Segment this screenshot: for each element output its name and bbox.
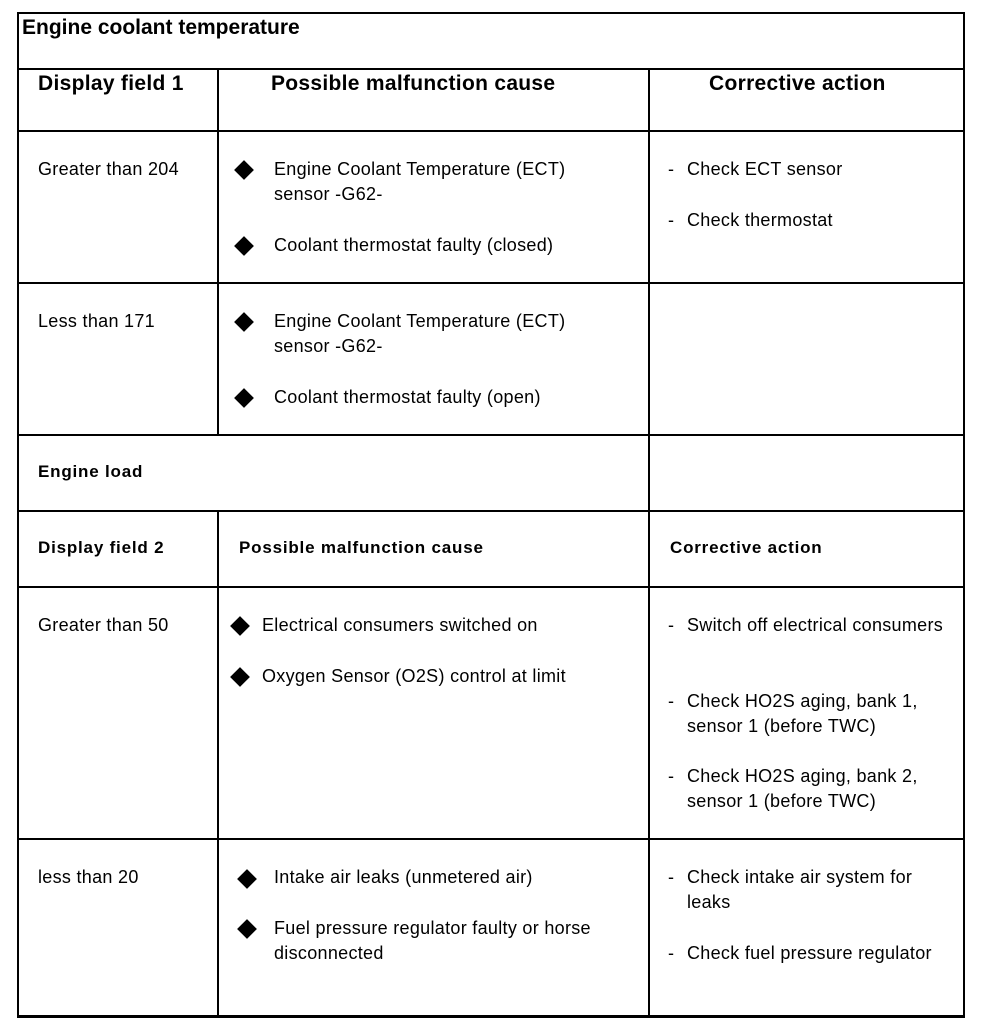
corrective-action: Switch off electrical consumers (687, 615, 944, 635)
malfunction-cause: Oxygen Sensor (O2S) control at limit (262, 666, 566, 686)
corrective-action: Check HO2S aging, bank 2, sensor 1 (before TWC) (687, 766, 918, 811)
column-header-display-field: Display field 2 (38, 538, 165, 557)
dash-icon: - (668, 210, 675, 230)
malfunction-cause: Electrical consumers switched on (262, 615, 538, 635)
bullet-diamond-icon (230, 667, 250, 687)
table-border-bottom (17, 1015, 965, 1018)
malfunction-cause: Coolant thermostat faulty (closed) (274, 235, 554, 255)
malfunction-cause: Intake air leaks (unmetered air) (274, 867, 533, 887)
column-header-malfunction-cause: Possible malfunction cause (239, 538, 484, 557)
dash-icon: - (668, 766, 675, 786)
display-value: Less than 171 (38, 311, 155, 331)
row-divider (17, 586, 965, 588)
corrective-action: Check fuel pressure regulator (687, 943, 932, 963)
malfunction-cause: Coolant thermostat faulty (open) (274, 387, 541, 407)
display-value: less than 20 (38, 867, 139, 887)
row-divider (17, 434, 965, 436)
bullet-diamond-icon (234, 388, 254, 408)
column-header-corrective-action: Corrective action (709, 72, 886, 95)
column-divider (217, 510, 219, 1018)
table-border-top (17, 12, 965, 14)
section-title: Engine load (38, 462, 144, 481)
column-header-malfunction-cause: Possible malfunction cause (271, 72, 556, 95)
column-header-corrective-action: Corrective action (670, 538, 823, 557)
row-divider (17, 282, 965, 284)
malfunction-cause: Engine Coolant Temperature (ECT) sensor -G62- (274, 311, 566, 356)
column-header-display-field: Display field 1 (38, 72, 184, 95)
table-border-left (17, 12, 19, 1018)
corrective-action: Check HO2S aging, bank 1, sensor 1 (before TWC) (687, 691, 918, 736)
bullet-diamond-icon (234, 160, 254, 180)
column-divider (648, 68, 650, 434)
table-border-right (963, 12, 965, 1018)
row-divider (17, 130, 965, 132)
row-divider (17, 510, 965, 512)
bullet-diamond-icon (230, 616, 250, 636)
column-divider (217, 68, 219, 434)
dash-icon: - (668, 867, 675, 887)
row-divider (17, 68, 965, 70)
bullet-diamond-icon (234, 312, 254, 332)
row-divider (17, 838, 965, 840)
bullet-diamond-icon (234, 236, 254, 256)
section-title: Engine coolant temperature (22, 16, 300, 39)
malfunction-cause: Fuel pressure regulator faulty or horse disconnected (274, 918, 591, 963)
display-value: Greater than 204 (38, 159, 179, 179)
dash-icon: - (668, 691, 675, 711)
dash-icon: - (668, 615, 675, 635)
bullet-diamond-icon (237, 869, 257, 889)
column-divider (648, 434, 650, 510)
dash-icon: - (668, 159, 675, 179)
malfunction-cause: Engine Coolant Temperature (ECT) sensor -G62- (274, 159, 566, 204)
corrective-action: Check thermostat (687, 210, 833, 230)
bullet-diamond-icon (237, 919, 257, 939)
display-value: Greater than 50 (38, 615, 169, 635)
corrective-action: Check intake air system for leaks (687, 867, 913, 912)
column-divider (648, 510, 650, 1018)
corrective-action: Check ECT sensor (687, 159, 843, 179)
dash-icon: - (668, 943, 675, 963)
diagnostic-table (17, 12, 965, 1018)
